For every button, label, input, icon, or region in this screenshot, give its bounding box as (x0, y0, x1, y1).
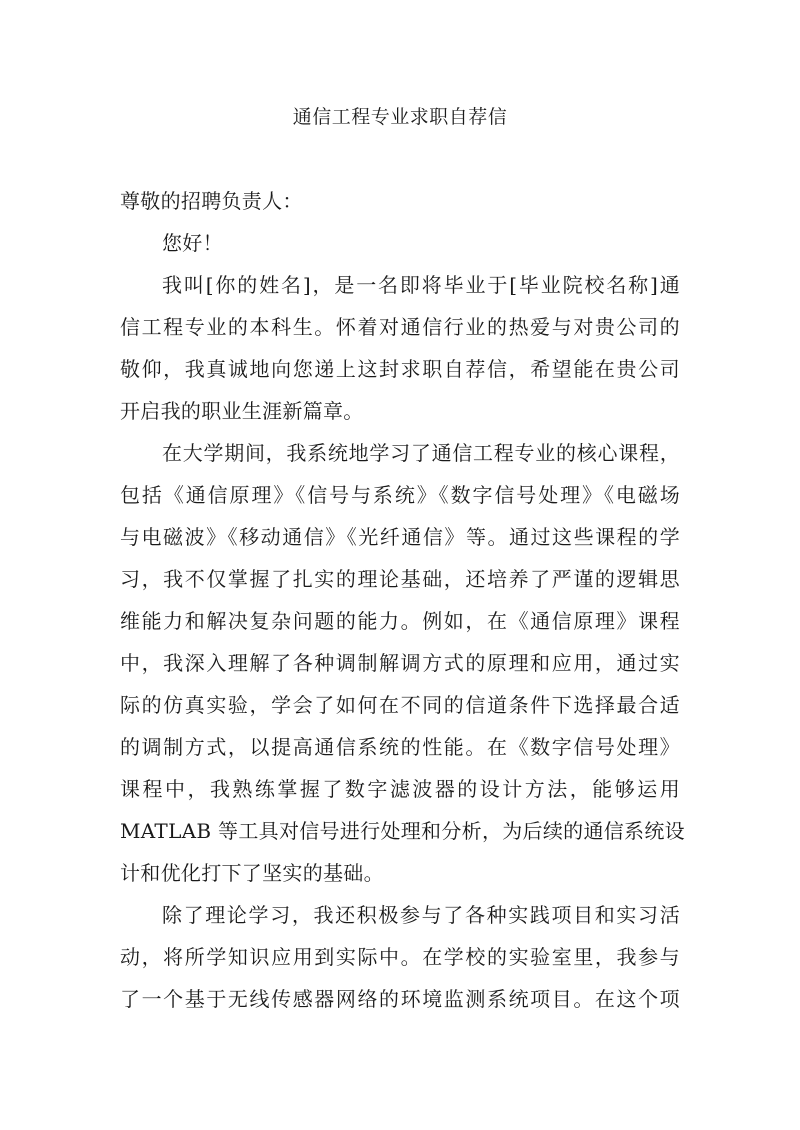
paragraph-1-line-2: 信工程专业的本科生。怀着对通信行业的热爱与对贵公司的 (120, 315, 680, 339)
paragraph-2-line-4: 习，我不仅掌握了扎实的理论基础，还培养了严谨的逻辑思 (120, 567, 680, 591)
document-title: 通信工程专业求职自荐信 (292, 106, 508, 128)
paragraph-3-line-3: 了一个基于无线传感器网络的环境监测系统项目。在这个项 (120, 987, 680, 1011)
paragraph-2-line-1: 在大学期间，我系统地学习了通信工程专业的核心课程， (162, 441, 680, 465)
salutation: 尊敬的招聘负责人： (120, 189, 303, 213)
paragraph-2-line-10: MATLAB 等工具对信号进行处理和分析，为后续的通信系统设 (120, 819, 685, 843)
paragraph-1-line-1: 我叫[你的姓名]，是一名即将毕业于[毕业院校名称]通 (162, 273, 680, 297)
paragraph-2-line-9: 课程中，我熟练掌握了数字滤波器的设计方法，能够运用 (120, 777, 680, 801)
paragraph-1-line-3: 敬仰，我真诚地向您递上这封求职自荐信，希望能在贵公司 (120, 357, 680, 381)
paragraph-2-line-11: 计和优化打下了坚实的基础。 (120, 861, 384, 885)
paragraph-2-line-2: 包括《通信原理》《信号与系统》《数字信号处理》《电磁场 (120, 483, 680, 507)
paragraph-3-line-2: 动，将所学知识应用到实际中。在学校的实验室里，我参与 (120, 945, 680, 969)
paragraph-2-line-3: 与电磁波》《移动通信》《光纤通信》等。通过这些课程的学 (120, 525, 680, 549)
paragraph-3-line-1: 除了理论学习，我还积极参与了各种实践项目和实习活 (162, 903, 680, 927)
paragraph-2-line-7: 际的仿真实验，学会了如何在不同的信道条件下选择最合适 (120, 693, 680, 717)
paragraph-2-line-6: 中，我深入理解了各种调制解调方式的原理和应用，通过实 (120, 651, 680, 675)
paragraph-2-line-8: 的调制方式，以提高通信系统的性能。在《数字信号处理》 (120, 735, 680, 759)
greeting: 您好！ (162, 231, 223, 255)
paragraph-1-line-4: 开启我的职业生涯新篇章。 (120, 399, 364, 423)
paragraph-2-line-5: 维能力和解决复杂问题的能力。例如，在《通信原理》课程 (120, 609, 680, 633)
